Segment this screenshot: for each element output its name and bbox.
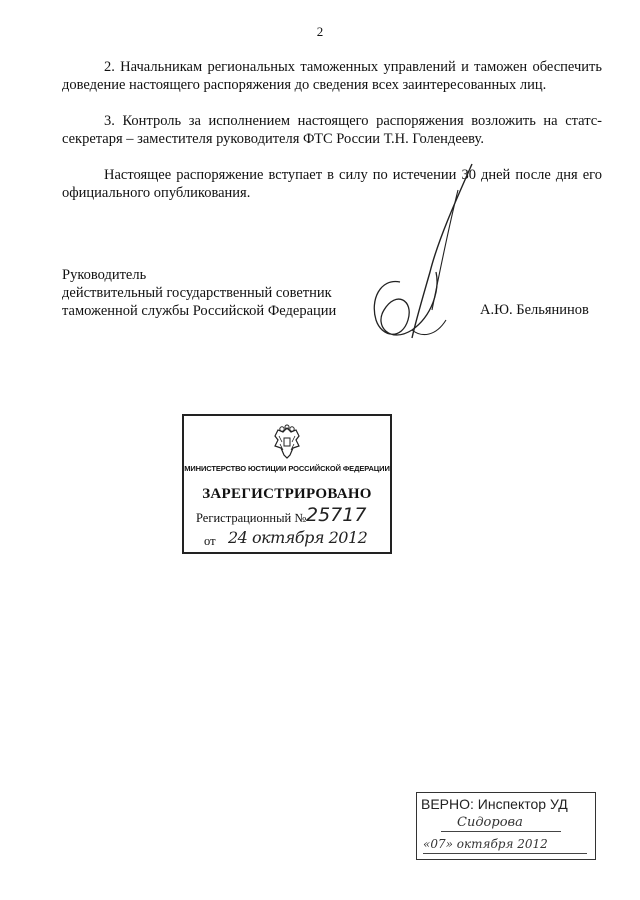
signatory-title-line-1: Руководитель — [62, 267, 147, 283]
paragraph-3: 3. Контроль за исполнением настоящего распоряжения возложить на статс-секретаря – заместителя руководителя ФТС России Т.Н. Голендееву. — [62, 113, 602, 147]
signatory-title-line-3: таможенной службы Российской Федерации — [62, 303, 337, 319]
stamp-ministry: МИНИСТЕРСТВО ЮСТИЦИИ РОССИЙСКОЙ ФЕДЕРАЦИИ — [184, 464, 390, 473]
coat-of-arms-icon — [272, 424, 302, 460]
certification-stamp — [416, 792, 596, 860]
signatory-title-block — [62, 266, 336, 320]
certification-date-line — [423, 853, 587, 854]
page-number: 2 — [316, 24, 324, 39]
certification-signature-line — [441, 831, 561, 832]
handwritten-signature — [360, 160, 480, 350]
stamp-registered: ЗАРЕГИСТРИРОВАНО — [202, 486, 372, 502]
certification-date: «07» октября 2012 — [423, 837, 548, 851]
stamp-reg-label: Регистрационный № — [196, 511, 307, 525]
stamp-reg-number: 25717 — [306, 504, 367, 526]
signatory-name: А.Ю. Бельянинов — [480, 302, 589, 318]
stamp-date-prefix: от — [204, 534, 216, 548]
registration-stamp — [182, 414, 392, 554]
signatory-title-line-2: действительный государственный советник — [62, 285, 332, 301]
stamp-date-handwritten: 24 октября 2012 — [228, 528, 368, 547]
certification-label: ВЕРНО: Инспектор УД — [421, 796, 568, 812]
paragraph-2: 2. Начальникам региональных таможенных управлений и таможен обеспечить доведение настоящего распоряжения до сведения всех заинтересованных лиц. — [62, 59, 602, 93]
paragraph-effective-date: Настоящее распоряжение вступает в силу по истечении 30 дней после дня его официального опубликования. — [62, 167, 602, 201]
certification-signature: Сидорова — [457, 815, 523, 830]
